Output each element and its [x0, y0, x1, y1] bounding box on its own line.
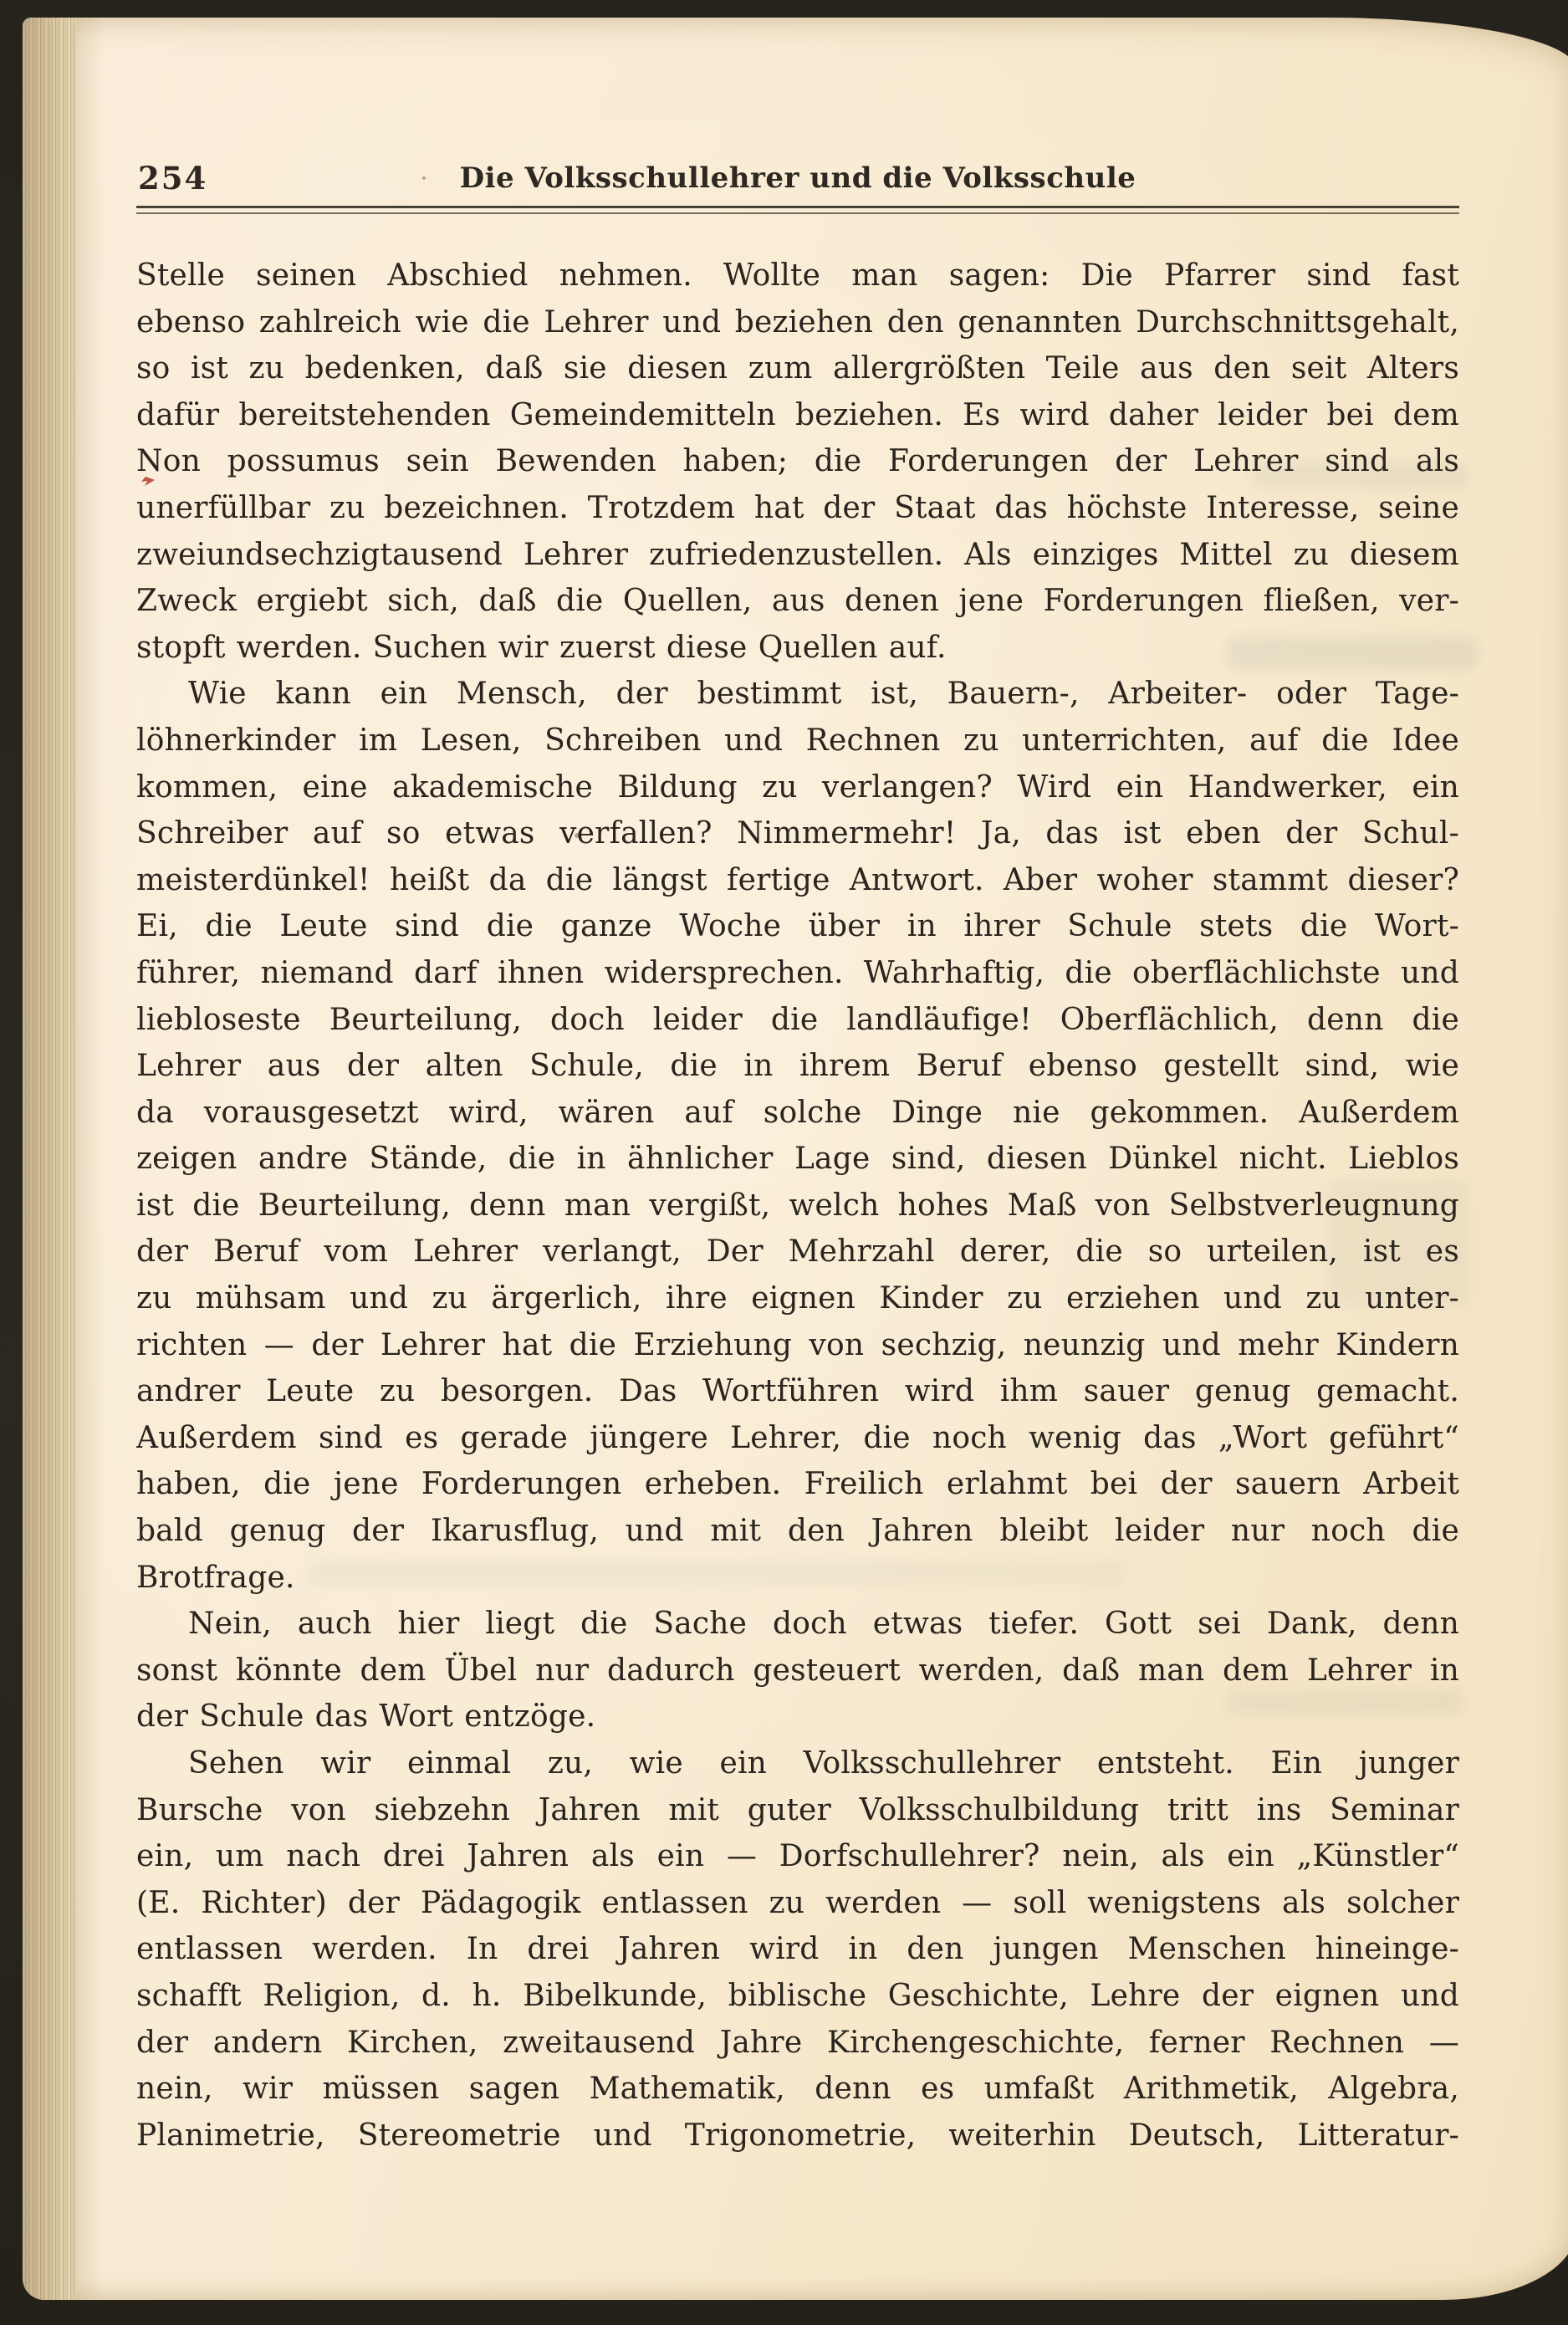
- text-line: richten — der Lehrer hat die Erziehung von sechzig, neunzig und mehr Kindern: [136, 1327, 1459, 1362]
- body-text: [136, 253, 1459, 2159]
- page-content: [136, 18, 1459, 2159]
- page-number: 254: [138, 160, 208, 197]
- text-line: da vorausgesetzt wird, wären auf solche Dinge nie gekommen. Außerdem: [136, 1095, 1459, 1130]
- text-line: Stelle seinen Abschied nehmen. Wollte man sagen: Die Pfarrer sind fast: [136, 258, 1459, 293]
- text-line: Nein, auch hier liegt die Sache doch etwas tiefer. Gott sei Dank, denn: [188, 1607, 1459, 1642]
- text-line: der andern Kirchen, zweitausend Jahre Kirchengeschichte, ferner Rechnen —: [136, 2025, 1459, 2060]
- text-line: bald genug der Ikarusflug, und mit den Jahren bleibt leider nur noch die: [136, 1514, 1459, 1549]
- text-line: entlassen werden. In drei Jahren wird in den jungen Menschen hineinge-: [136, 1932, 1459, 1967]
- text-line: nein, wir müssen sagen Mathematik, denn es umfaßt Arithmetik, Algebra,: [136, 2072, 1459, 2107]
- text-line: Wie kann ein Mensch, der bestimmt ist, Bauern-, Arbeiter- oder Tage-: [188, 677, 1459, 712]
- text-line: ein, um nach drei Jahren als ein — Dorfschullehrer? nein, als ein „Künstler“: [136, 1839, 1459, 1874]
- page-edge-stack: [23, 18, 76, 2300]
- text-line: Zweck ergiebt sich, daß die Quellen, aus denen jene Forderungen fließen, ver-: [136, 584, 1459, 619]
- text-line: Ei, die Leute sind die ganze Woche über in ihrer Schule stets die Wort-: [136, 909, 1459, 944]
- text-line: andrer Leute zu besorgen. Das Wortführen wird ihm sauer genug gemacht.: [136, 1374, 1459, 1409]
- text-line: Brotfrage.: [136, 1560, 295, 1595]
- text-line: (E. Richter) der Pädagogik entlassen zu werden — soll wenigstens als solcher: [136, 1885, 1459, 1920]
- text-line: zu mühsam und zu ärgerlich, ihre eignen Kinder zu erziehen und zu unter-: [136, 1281, 1459, 1316]
- text-line: dafür bereitstehenden Gemeindemitteln beziehen. Es wird daher leider bei dem: [136, 397, 1459, 432]
- header-double-rule: [136, 206, 1459, 214]
- text-line: Non possumus sein Bewenden haben; die Forderungen der Lehrer sind als: [136, 444, 1459, 479]
- text-line: kommen, eine akademische Bildung zu verlangen? Wird ein Handwerker, ein: [136, 769, 1459, 805]
- text-line: meisterdünkel! heißt da die längst fertige Antwort. Aber woher stammt dieser?: [136, 862, 1459, 897]
- text-line: Bursche von siebzehn Jahren mit guter Volksschulbildung tritt ins Seminar: [136, 1792, 1459, 1827]
- text-line: stopft werden. Suchen wir zuerst diese Quellen auf.: [136, 630, 947, 665]
- text-line: zweiundsechzigtausend Lehrer zufriedenzustellen. Als einziges Mittel zu diesem: [136, 537, 1459, 572]
- text-line: sonst könnte dem Übel nur dadurch gesteuert werden, daß man dem Lehrer in: [136, 1653, 1459, 1688]
- text-line: der Beruf vom Lehrer verlangt, Der Mehrzahl derer, die so urteilen, ist es: [136, 1234, 1459, 1270]
- text-line: löhnerkinder im Lesen, Schreiben und Rechnen zu unterrichten, auf die Idee: [136, 723, 1459, 758]
- text-line: unerfüllbar zu bezeichnen. Trotzdem hat der Staat das höchste Interesse, seine: [136, 490, 1459, 525]
- running-header-title: Die Volksschullehrer und die Volksschule: [459, 161, 1136, 195]
- text-line: Schreiber auf so etwas verfallen? Nimmermehr! Ja, das ist eben der Schul-: [136, 816, 1459, 851]
- page-header: [136, 158, 1459, 197]
- text-line: so ist zu bedenken, daß sie diesen zum allergrößten Teile aus den seit Alters: [136, 351, 1459, 386]
- text-line: haben, die jene Forderungen erheben. Freilich erlahmt bei der sauern Arbeit: [136, 1467, 1459, 1502]
- book-page: [23, 18, 1568, 2300]
- text-line: Außerdem sind es gerade jüngere Lehrer, die noch wenig das „Wort geführt“: [136, 1420, 1459, 1455]
- text-line: der Schule das Wort entzöge.: [136, 1699, 596, 1735]
- text-line: Sehen wir einmal zu, wie ein Volksschullehrer entsteht. Ein junger: [188, 1746, 1459, 1781]
- text-line: zeigen andre Stände, die in ähnlicher Lage sind, diesen Dünkel nicht. Lieblos: [136, 1142, 1459, 1177]
- text-line: schafft Religion, d. h. Bibelkunde, biblische Geschichte, Lehre der eignen und: [136, 1978, 1459, 2013]
- page-edge-shadow: [76, 18, 105, 2300]
- text-line: ebenso zahlreich wie die Lehrer und beziehen den genannten Durchschnittsgehalt,: [136, 304, 1459, 340]
- text-line: Planimetrie, Stereometrie und Trigonometrie, weiterhin Deutsch, Litteratur-: [136, 2118, 1459, 2153]
- text-line: Lehrer aus der alten Schule, die in ihrem Beruf ebenso gestellt sind, wie: [136, 1049, 1459, 1084]
- text-line: führer, niemand darf ihnen widersprechen. Wahrhaftig, die oberflächlichste und: [136, 955, 1459, 990]
- text-line: ist die Beurteilung, denn man vergißt, welch hohes Maß von Selbstverleugnung: [136, 1188, 1459, 1223]
- text-line: liebloseste Beurteilung, doch leider die landläufige! Oberflächlich, denn die: [136, 1002, 1459, 1037]
